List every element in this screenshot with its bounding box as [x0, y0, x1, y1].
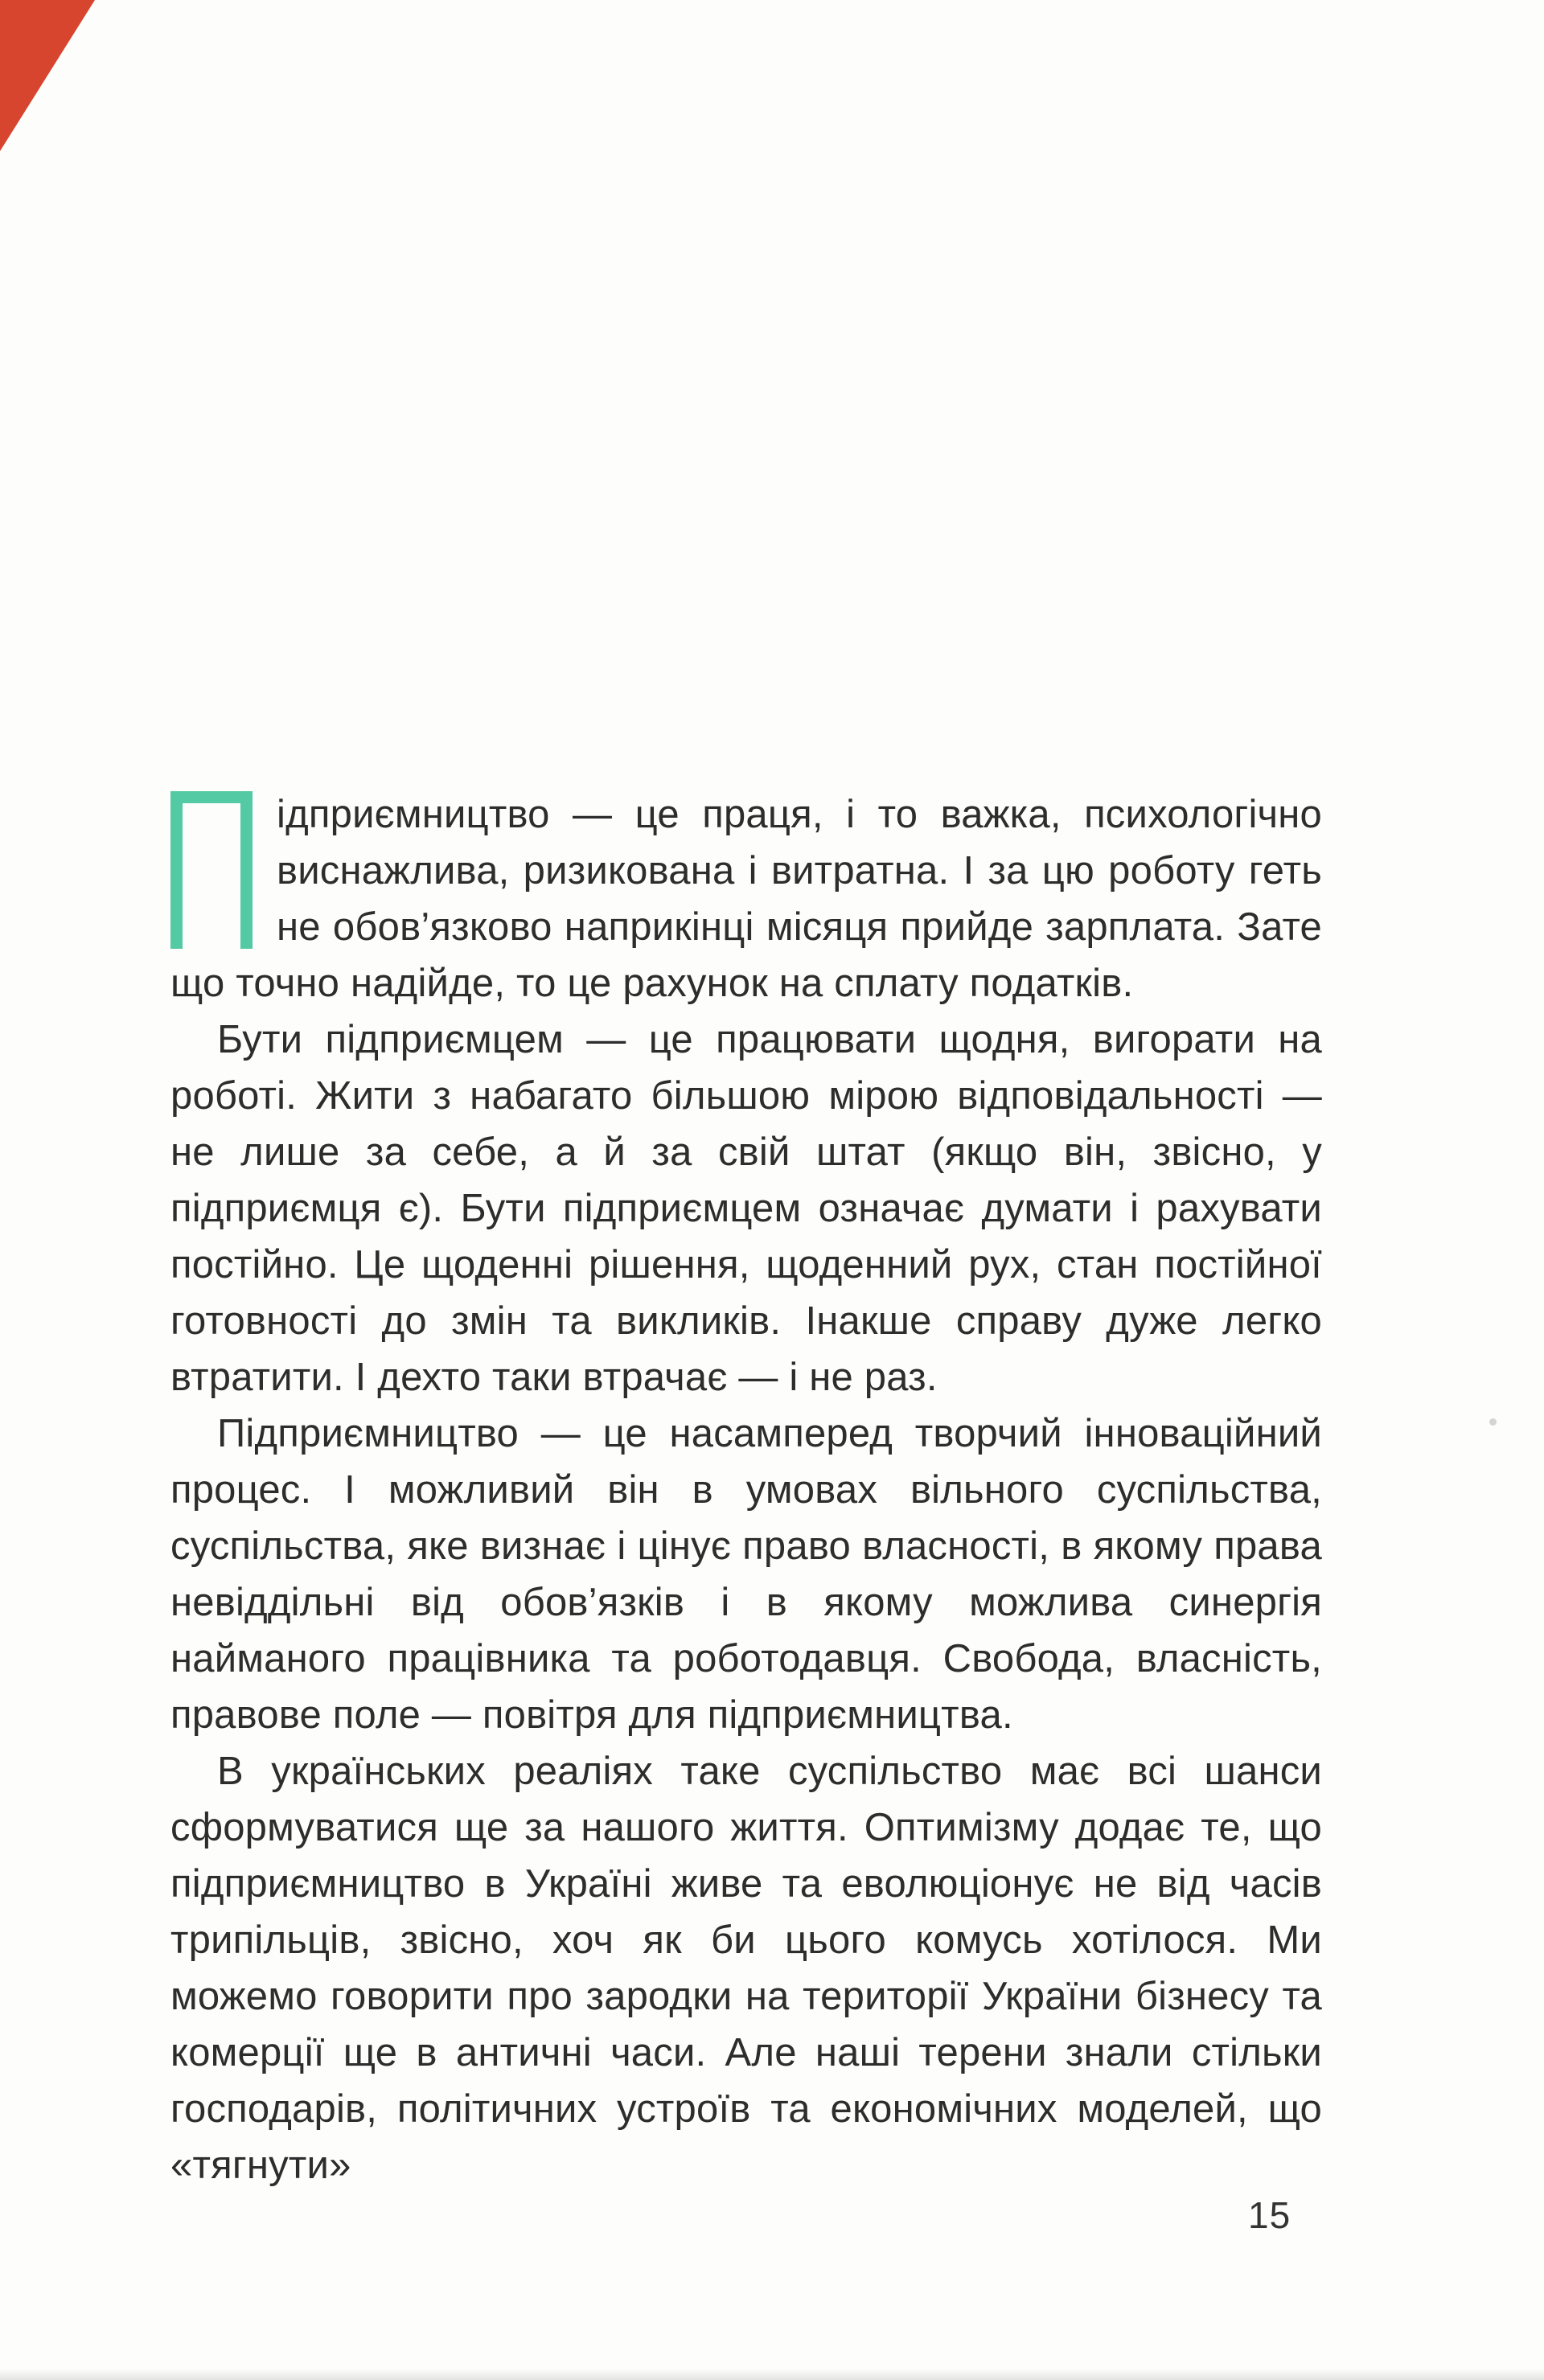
bottom-scan-edge-shadow [0, 2369, 1544, 2380]
paragraph-opening [170, 786, 1322, 1012]
scan-artifact-dot [1489, 1418, 1497, 1426]
page-number: 15 [1248, 2194, 1291, 2236]
paragraph: В українських реаліях таке суспільство має всі шанси сформуватися ще за нашого життя. Оптимізму додає те, що підприємництво в Україні живе та еволюціонує не від часів трипільців, звісно, хоч як би цього комусь хотілося. Ми можемо говорити про зародки на території України бізнесу та комерції ще в античні часи. Але наші терени знали стільки господарів, політичних устроїв та економічних моделей, що «тягнути» [170, 1750, 1322, 2187]
body-text [170, 786, 1322, 2193]
paragraph: Підприємництво — це насамперед творчий інноваційний процес. І можливий він в умовах вільного суспільства, суспільства, яке визнає і цінує право власності, в якому права невіддільні від обов’язків і в якому можлива синергія найманого працівника та роботодавця. Свобода, власність, правове поле — повітря для підприємництва. [170, 1412, 1322, 1737]
paragraph-text: ідприємництво — це праця, і то важка, психологічно виснажлива, ризикована і витратна. І за цю роботу геть не обов’язково наприкінці місяця прийде зарплата. Зате що точно надійде, то це рахунок на сплату податків. [170, 793, 1322, 1005]
dropcap-letter-p [170, 791, 253, 949]
red-cover-corner-decoration [0, 0, 95, 151]
paragraph: Бути підприємцем — це працювати щодня, вигорати на роботі. Жити з набагато більшою мірою відповідальності — не лише за себе, а й за свій штат (якщо він, звісно, у підприємця є). Бути підприємцем означає думати і рахувати постійно. Це щоденні рішення, щоденний рух, стан постійної готовності до змін та викликів. Інакше справу дуже легко втратити. І дехто таки втрачає — і не раз. [170, 1018, 1322, 1399]
